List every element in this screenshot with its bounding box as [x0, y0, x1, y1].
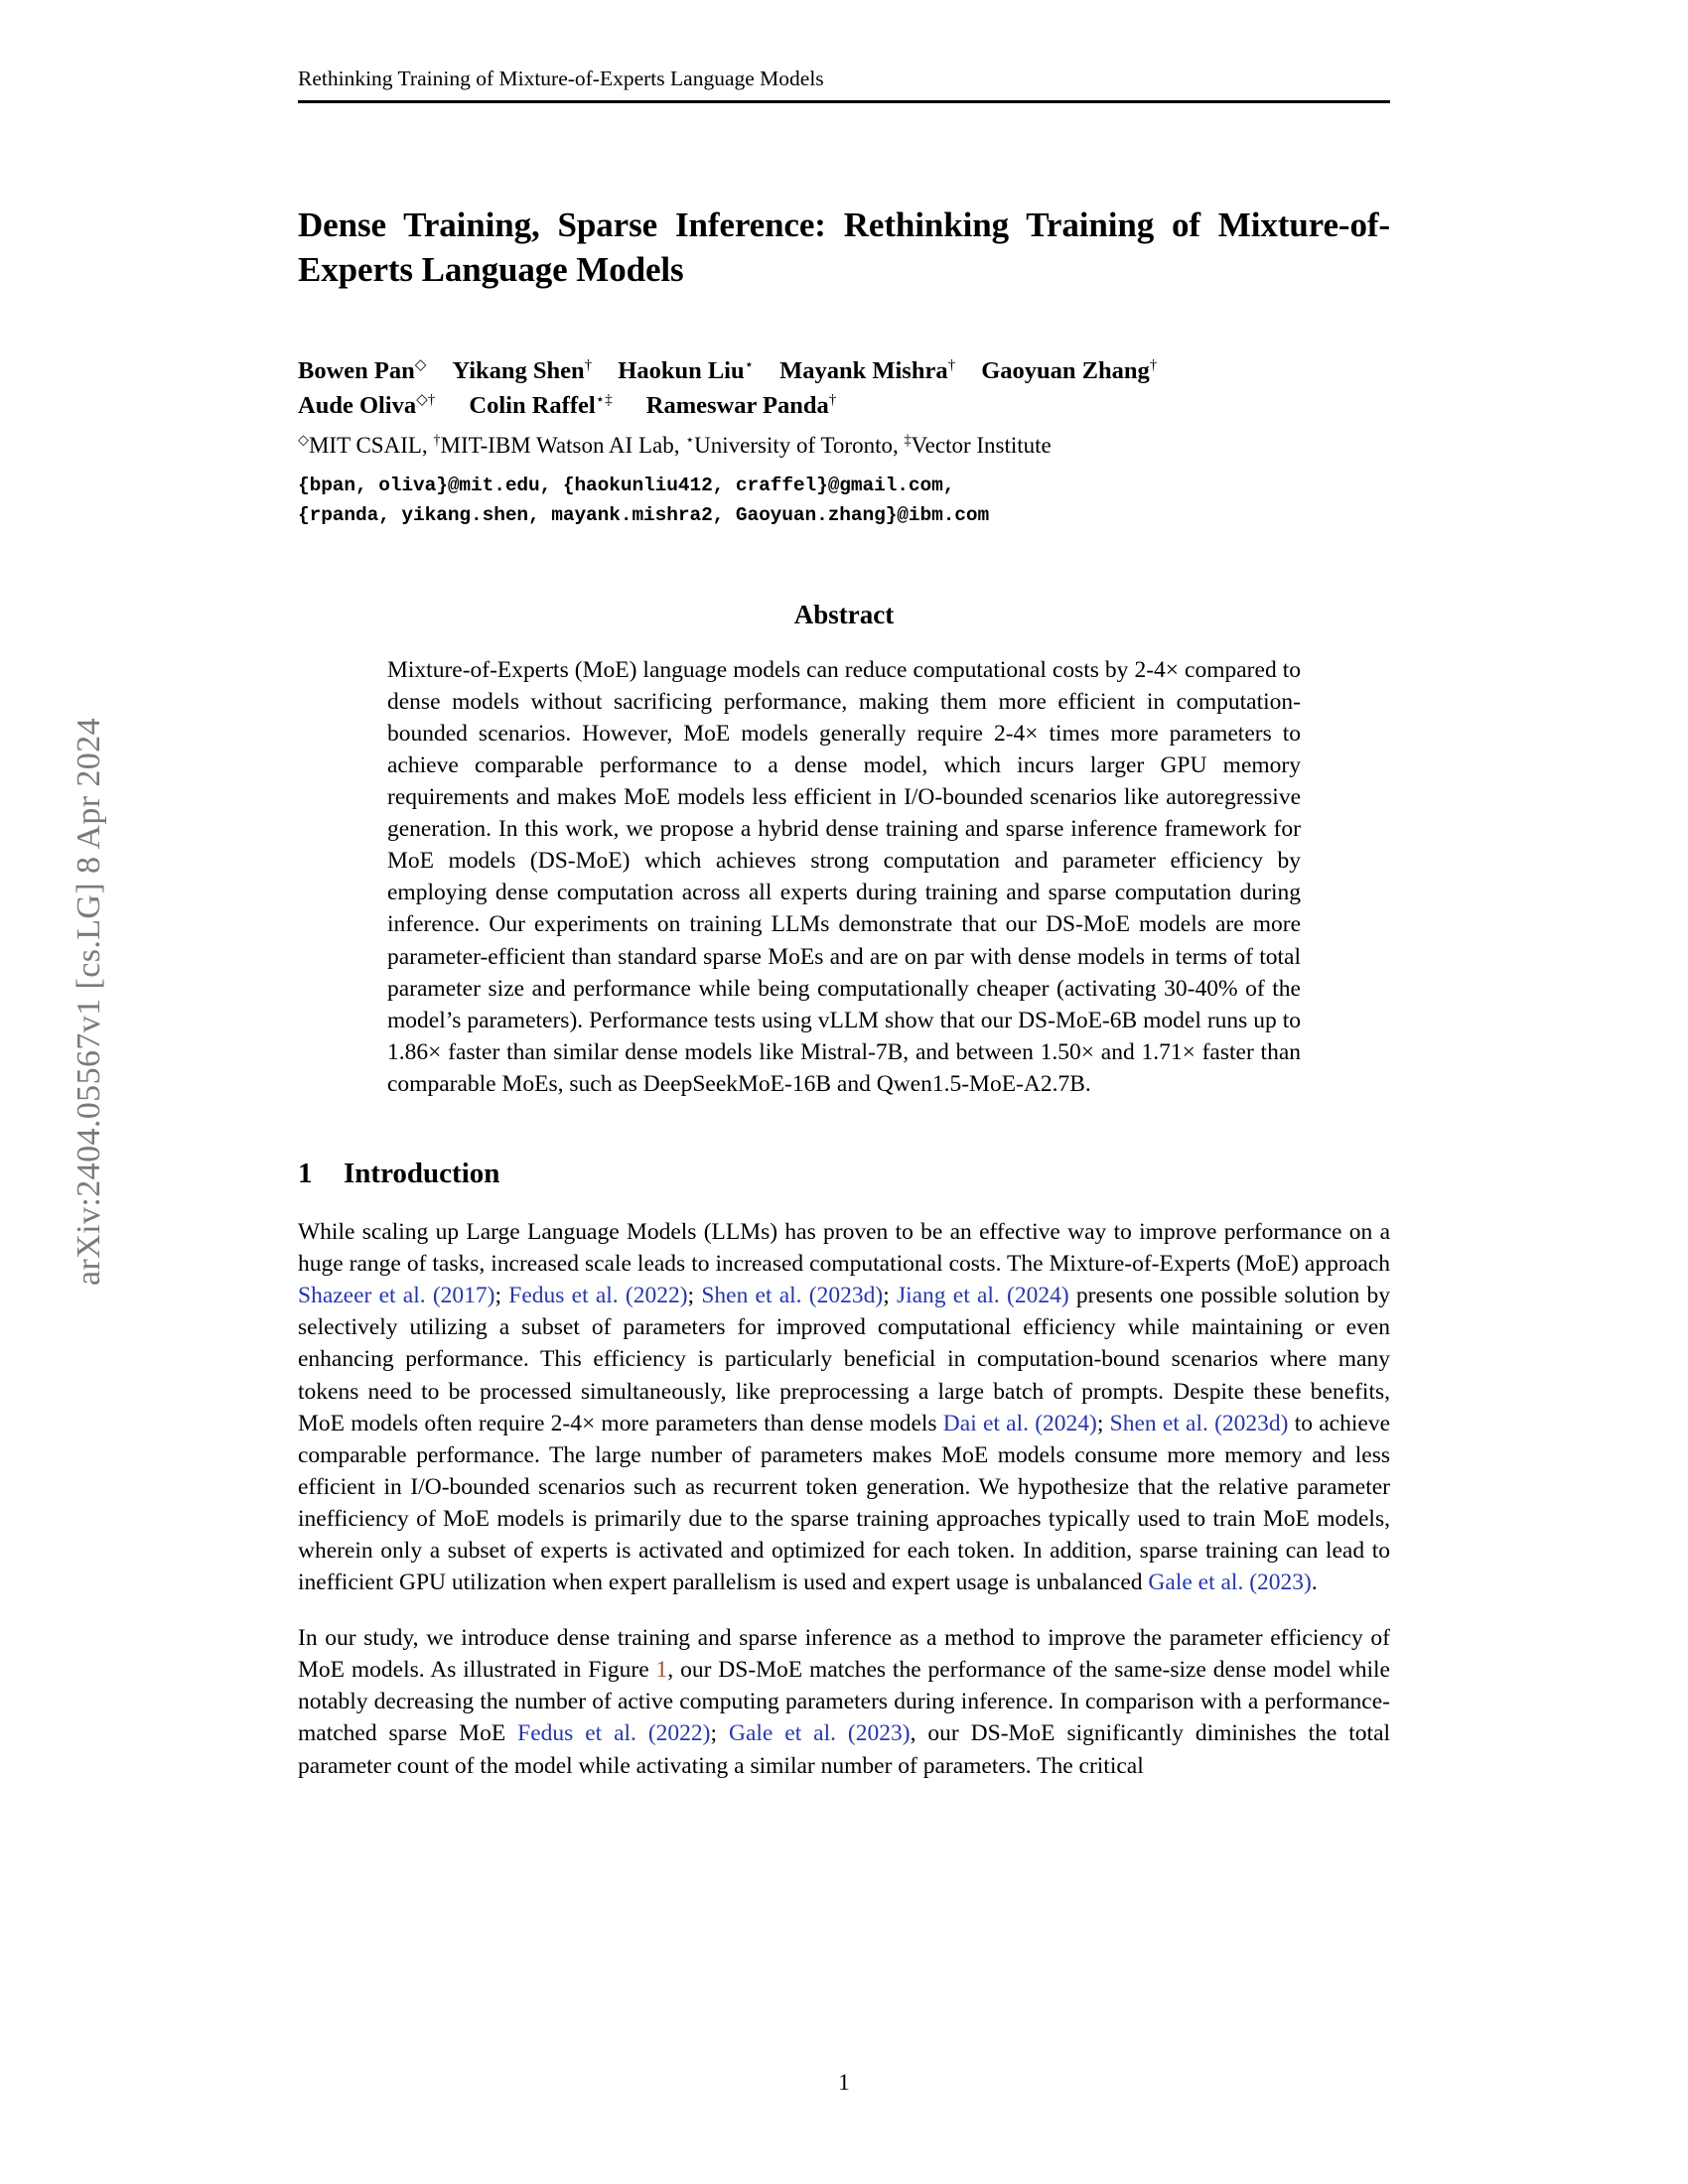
affiliation-name: University of Toronto,: [694, 433, 899, 459]
author-affiliation-mark: ◇†: [416, 390, 436, 408]
affiliation-name: MIT-IBM Watson AI Lab,: [440, 433, 680, 459]
affiliation-name: MIT CSAIL,: [308, 433, 428, 459]
author-entry: [779, 354, 955, 389]
text-run: , our DS-MoE significantly diminishes the total parameter count of the model while activating a similar number of parameters. The critical: [298, 1720, 1391, 1779]
email-line: {bpan, oliva}@mit.edu, {haokunliu412, craffel}@gmail.com,: [298, 474, 955, 496]
citation-link[interactable]: Jiang et al. (2024): [896, 1283, 1069, 1309]
author-name: Haokun Liu: [618, 356, 745, 384]
author-name: Aude Oliva: [298, 391, 417, 419]
text-run: ;: [710, 1720, 729, 1747]
header-rule: [298, 100, 1390, 103]
abstract-body: Mixture-of-Experts (MoE) language models can reduce computational costs by 2-4× compared to dense models without sacrificing performance, making them more efficient in computation-bounded scenarios. However, MoE models generally require 2-4× times more parameters to achieve comparable performance to a dense model, which incurs larger GPU memory requirements and makes MoE models less efficient in I/O-bounded scenarios like autoregressive generation. In this work, we propose a hybrid dense training and sparse inference framework for MoE models (DS-MoE) which achieves strong computation and parameter efficiency by employing dense computation across all experts during training and sparse computation during inference. Our experiments on training LLMs demonstrate that our DS-MoE models are more parameter-efficient than standard sparse MoEs and are on par with dense models in terms of total parameter size and performance while being computationally cheaper (activating 30-40% of the model’s parameters). Performance tests using vLLM show that our DS-MoE-6B model runs up to 1.86× faster than similar dense models like Mistral-7B, and between 1.50× and 1.71× faster than comparable MoEs, such as DeepSeekMoE-16B and Qwen1.5-MoE-A2.7B.: [387, 656, 1301, 1097]
section-title: Introduction: [344, 1157, 500, 1189]
text-run: While scaling up Large Language Models (LLMs) has proven to be an effective way to improve performance on a huge range of tasks, increased scale leads to increased computational costs. The Mixture-of-Experts (MoE) approach: [298, 1218, 1390, 1277]
running-header: [298, 68, 1390, 103]
text-run: presents one possible solution by selectively utilizing a subset of parameters for improved computational efficiency while maintaining or even enhancing performance. This efficiency is particularly beneficial in computation-bound scenarios where many tokens need to be processed simultaneously, like preprocessing a large batch of prompts. Despite these benefits, MoE models often require 2-4× more parameters than dense models: [298, 1283, 1391, 1436]
arxiv-stamp: arXiv:2404.05567v1 [cs.LG] 8 Apr 2024: [70, 718, 107, 1286]
email-line: {rpanda, yikang.shen, mayank.mishra2, Gaoyuan.zhang}@ibm.com: [298, 503, 990, 526]
affiliations-line: [298, 430, 1390, 461]
author-entry: [298, 389, 435, 424]
author-name: Gaoyuan Zhang: [981, 356, 1150, 384]
text-run: to achieve comparable performance. The large number of parameters makes MoE models consume more memory and less efficient in I/O-bounded scenarios such as recurrent token generation. We hypothesize that the relative parameter inefficiency of MoE models is primarily due to the sparse training approaches typically used to train MoE models, wherein only a subset of experts is activated and optimized for each token. In addition, sparse training can lead to inefficient GPU utilization when expert parallelism is used and expert usage is unbalanced: [298, 1410, 1391, 1596]
author-entry: [298, 354, 426, 389]
author-affiliation-mark: ⋆: [744, 355, 755, 373]
page-content: [298, 204, 1390, 1805]
author-affiliation-mark: †: [584, 355, 593, 373]
citation-link[interactable]: Fedus et al. (2022): [508, 1283, 688, 1309]
author-affiliation-mark: †: [828, 390, 837, 408]
citation-link[interactable]: Shen et al. (2023d): [1109, 1410, 1289, 1436]
author-entry: [452, 354, 592, 389]
author-entry: [618, 354, 754, 389]
running-header-text: Rethinking Training of Mixture-of-Experts Language Models: [298, 67, 824, 90]
figure-reference-link[interactable]: 1: [655, 1657, 668, 1684]
author-affiliation-mark: ⋆‡: [595, 390, 613, 408]
author-name: Rameswar Panda: [645, 391, 829, 419]
author-line-2: [298, 389, 1390, 424]
text-run: ;: [494, 1283, 509, 1309]
affiliation-name: Vector Institute: [911, 433, 1052, 459]
email-block: [298, 471, 1390, 530]
author-entry: [646, 389, 837, 424]
abstract-heading: Abstract: [793, 599, 895, 629]
text-run: In our study, we introduce dense training and sparse inference as a method to improve the parameter efficiency of MoE models. As illustrated in Figure: [298, 1625, 1390, 1684]
text-run: ;: [883, 1283, 897, 1309]
affiliation-mark: ◇: [298, 432, 309, 449]
author-line-1: [298, 354, 1390, 389]
page-title: Dense Training, Sparse Inference: Rethinking Training of Mixture-of-Experts Language Models: [298, 205, 1390, 289]
author-block: [298, 354, 1390, 530]
author-name: Mayank Mishra: [779, 356, 948, 384]
citation-link[interactable]: Shazeer et al. (2017): [298, 1283, 495, 1309]
affiliation-mark: ⋆: [685, 432, 695, 449]
author-entry: [469, 389, 612, 424]
text-run: ;: [687, 1283, 702, 1309]
author-entry: [981, 354, 1157, 389]
text-run: ;: [1096, 1410, 1110, 1436]
paragraph-intro-1: [298, 1216, 1390, 1599]
affiliation-mark: †: [433, 432, 441, 449]
affiliation-mark: ‡: [904, 432, 912, 449]
text-run: .: [1311, 1570, 1318, 1596]
text-run: , our DS-MoE matches the performance of the same-size dense model while notably decreasing the number of active computing parameters during inference. In comparison with a performance-matched sparse MoE: [298, 1657, 1390, 1747]
author-affiliation-mark: ◇: [414, 355, 427, 373]
page-number: 1: [838, 2070, 850, 2095]
author-name: Colin Raffel: [469, 391, 596, 419]
citation-link[interactable]: Gale et al. (2023): [1148, 1570, 1312, 1596]
citation-link[interactable]: Shen et al. (2023d): [701, 1283, 884, 1309]
citation-link[interactable]: Dai et al. (2024): [942, 1410, 1097, 1436]
author-affiliation-mark: †: [947, 355, 956, 373]
section-heading-introduction: [298, 1158, 1390, 1190]
citation-link[interactable]: Fedus et al. (2022): [517, 1720, 711, 1747]
citation-link[interactable]: Gale et al. (2023): [728, 1720, 911, 1747]
paragraph-intro-2: [298, 1622, 1390, 1782]
author-name: Bowen Pan: [298, 356, 415, 384]
section-number: 1: [298, 1157, 313, 1189]
author-affiliation-mark: †: [1149, 355, 1158, 373]
author-name: Yikang Shen: [452, 356, 585, 384]
